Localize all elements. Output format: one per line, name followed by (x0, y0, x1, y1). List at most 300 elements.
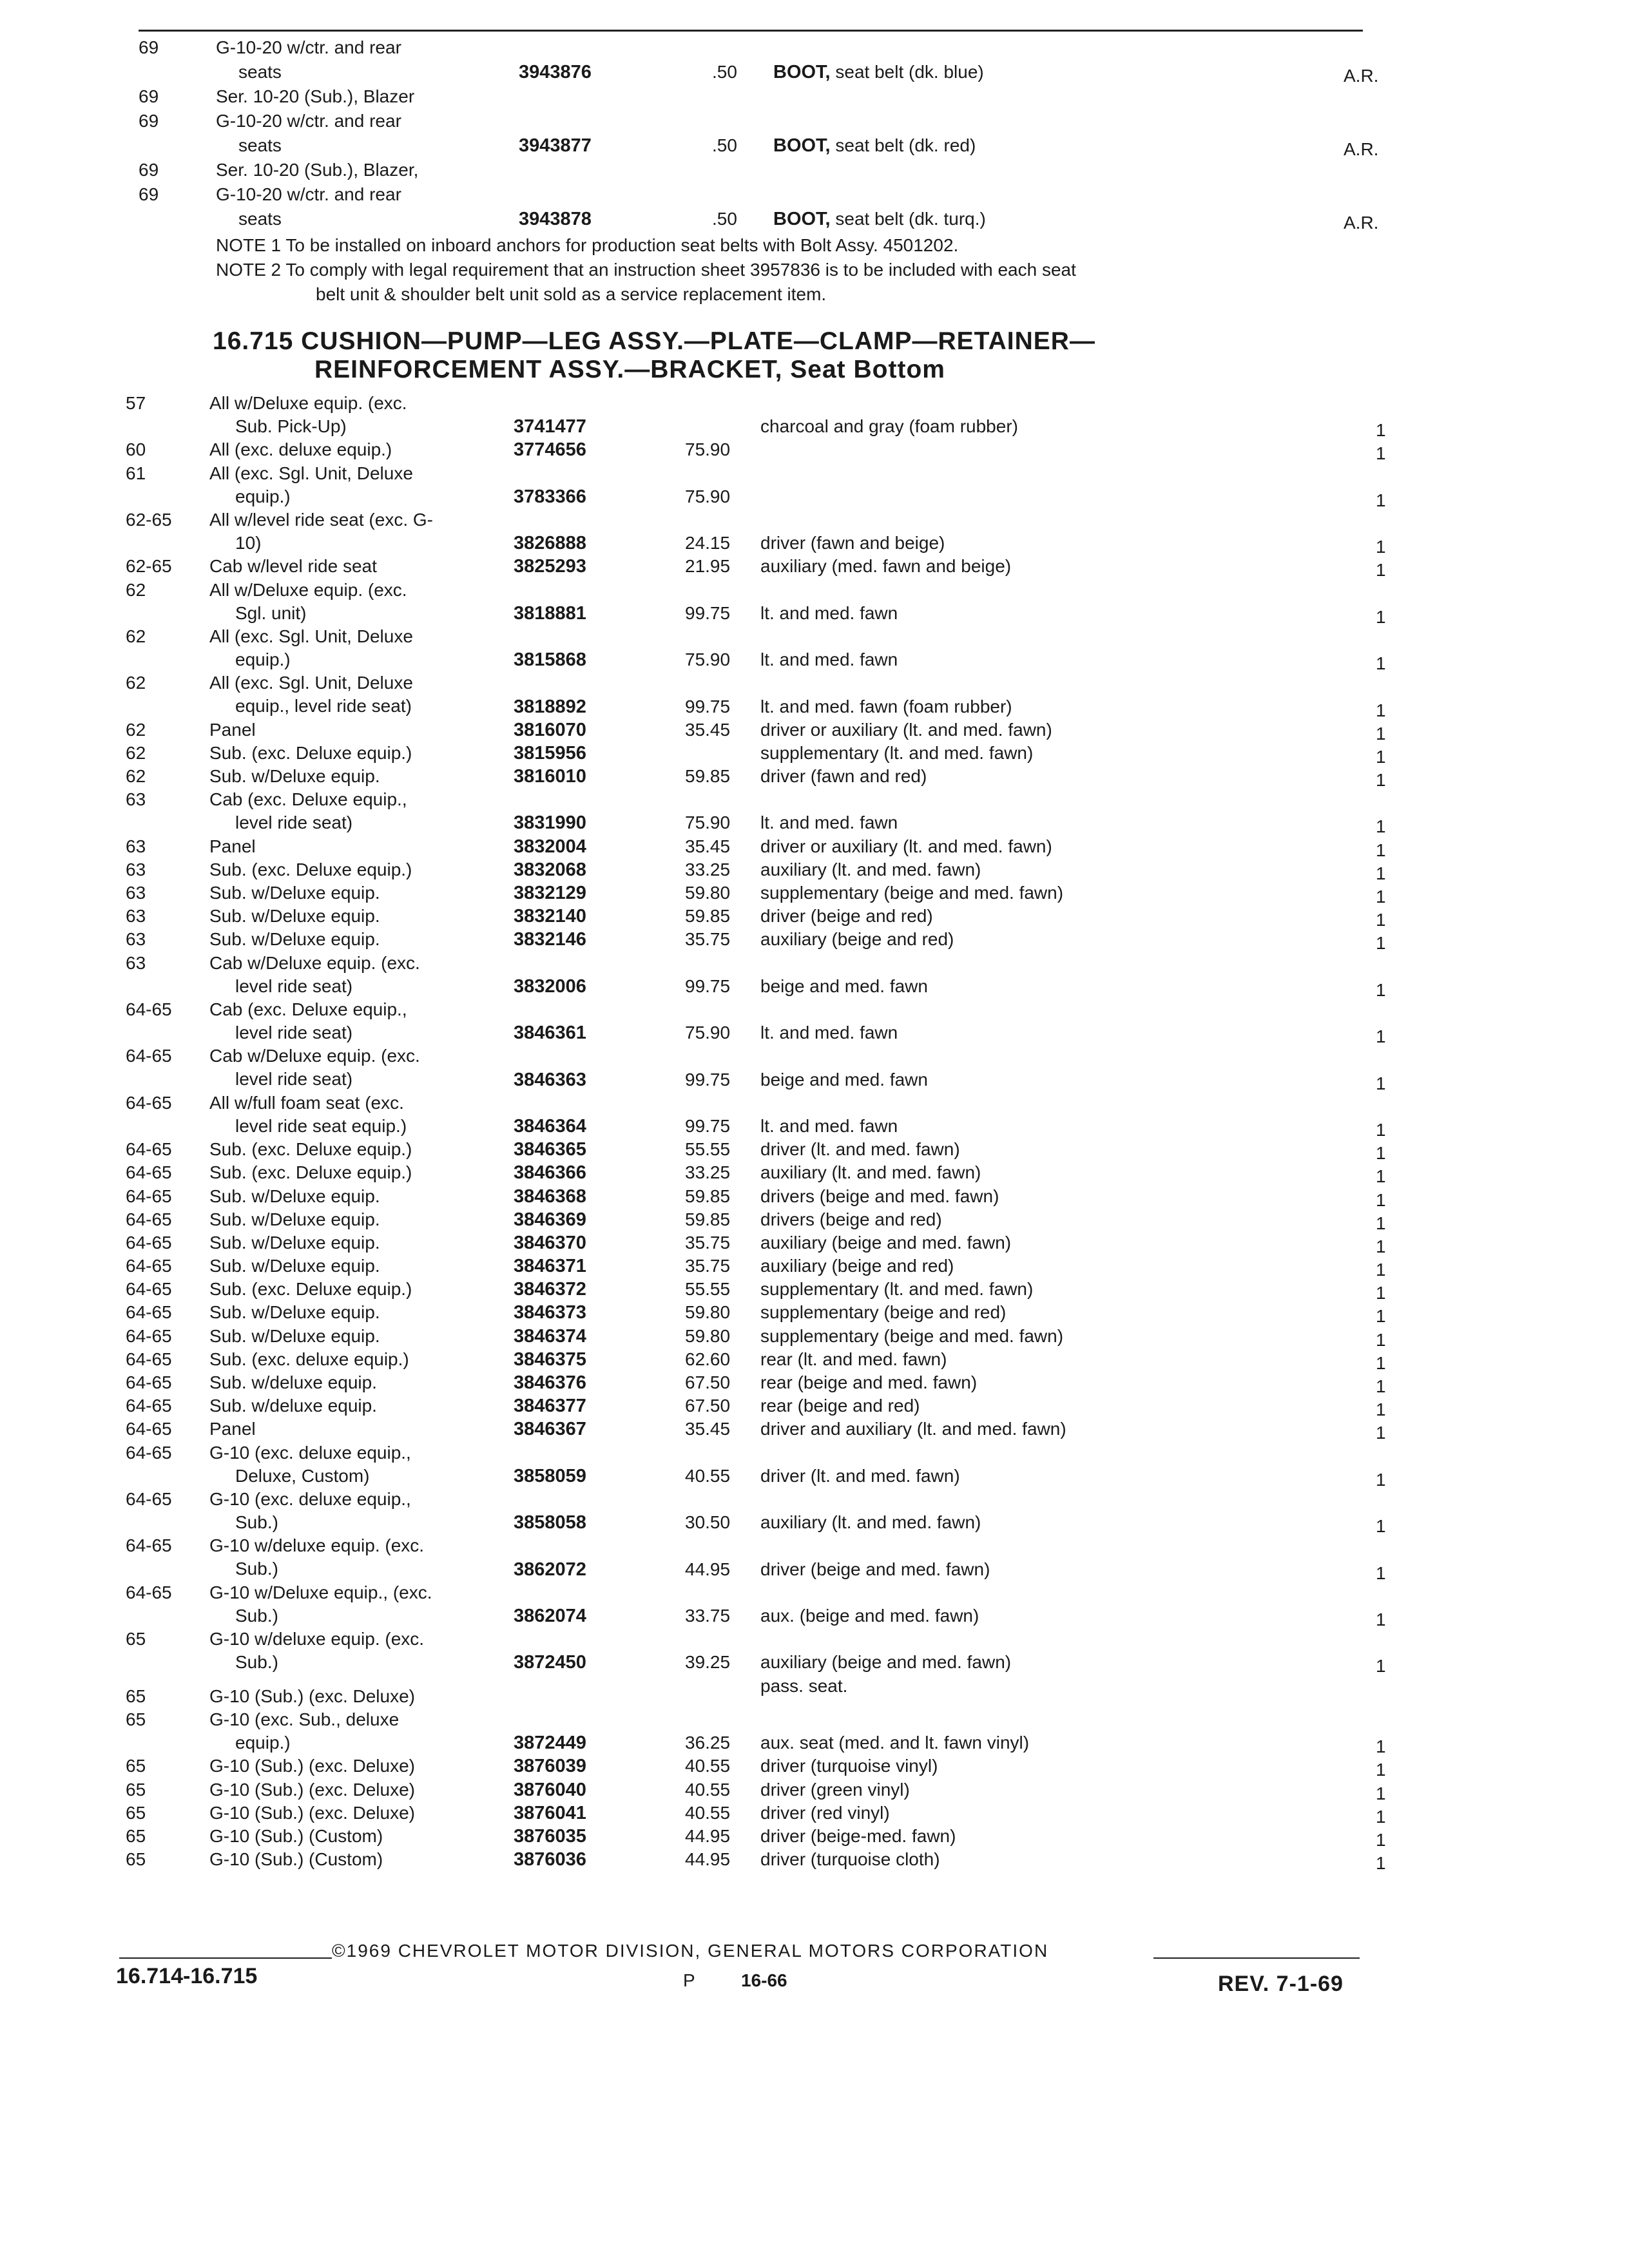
year: 61 (126, 463, 146, 483)
price: 59.85 (685, 766, 731, 787)
table-row (126, 718, 1414, 742)
part-number: 3872450 (514, 1652, 586, 1673)
note (126, 258, 1414, 307)
part-number: 3846370 (514, 1232, 586, 1253)
description: supplementary (lt. and med. fawn) (760, 1279, 1034, 1300)
table-row (126, 1394, 1414, 1418)
application-line-1: Sub. (exc. Deluxe equip.) (209, 742, 412, 763)
footer-revision: REV. 7-1-69 (1218, 1972, 1344, 1996)
description: aux. (beige and med. fawn) (760, 1605, 979, 1626)
quantity: 1 (1376, 1306, 1386, 1327)
application-line-1: All w/full foam seat (exc. (209, 1092, 404, 1113)
price: .50 (712, 209, 737, 229)
table-row (126, 1325, 1414, 1348)
description: driver or auxiliary (lt. and med. fawn) (760, 719, 1052, 740)
application-line-1: G-10 (Sub.) (Custom) (209, 1849, 383, 1870)
price: 24.15 (685, 533, 731, 553)
description: auxiliary (beige and red) (760, 929, 954, 950)
table-row (126, 1488, 1414, 1537)
table-row (126, 742, 1414, 765)
application-line-1: Sub. w/Deluxe equip. (209, 929, 380, 950)
table-row (126, 1685, 1414, 1708)
price: 75.90 (685, 649, 731, 670)
part-number: 3832004 (514, 836, 586, 857)
price: 40.55 (685, 1779, 731, 1800)
year: 69 (139, 160, 159, 180)
part-number: 3832068 (514, 859, 586, 880)
part-number: 3783366 (514, 486, 586, 507)
table-row (126, 998, 1414, 1047)
application: Ser. 10-20 (Sub.), Blazer, (216, 160, 419, 180)
quantity: 1 (1376, 1073, 1386, 1093)
description: driver (fawn and beige) (760, 533, 945, 553)
price: 99.75 (685, 975, 731, 996)
table-row (126, 1848, 1414, 1874)
part-number: 3815956 (514, 742, 586, 764)
application-line-1: G-10 w/deluxe equip. (exc. (209, 1629, 425, 1649)
year: 64-65 (126, 1349, 172, 1369)
application-line-1: G-10 (Sub.) (exc. Deluxe) (209, 1802, 415, 1823)
application-line-2: level ride seat) (235, 1069, 353, 1090)
price: 99.75 (685, 696, 731, 716)
quantity: 1 (1376, 1119, 1386, 1140)
part-number: 3858058 (514, 1512, 586, 1533)
quantity: 1 (1376, 700, 1386, 720)
quantity: 1 (1376, 443, 1386, 464)
quantity: 1 (1376, 1656, 1386, 1677)
table-row (126, 555, 1414, 581)
description-bold: BOOT, (773, 209, 831, 229)
price: 33.25 (685, 1162, 731, 1183)
price: 59.85 (685, 1186, 731, 1206)
part-number: 3846375 (514, 1349, 586, 1370)
application-line-1: Panel (209, 1419, 256, 1439)
price: 35.75 (685, 1232, 731, 1253)
price: 44.95 (685, 1559, 731, 1579)
quantity: 1 (1376, 1260, 1386, 1280)
price: 62.60 (685, 1349, 731, 1369)
part-number: 3862074 (514, 1605, 586, 1626)
price: 55.55 (685, 1279, 731, 1300)
application: Ser. 10-20 (Sub.), Blazer (216, 86, 415, 106)
application: seats (238, 62, 282, 82)
part-number: 3831990 (514, 812, 586, 834)
boot-row (126, 62, 1414, 86)
part-number: 3943878 (519, 209, 592, 229)
year: 62-65 (126, 556, 172, 577)
quantity: 1 (1376, 1236, 1386, 1256)
description: driver (turquoise cloth) (760, 1849, 940, 1870)
application-line-1: Sub. w/Deluxe equip. (209, 1209, 380, 1229)
description: lt. and med. fawn (760, 602, 898, 623)
quantity: 1 (1376, 1829, 1386, 1850)
application-line-2: Sgl. unit) (235, 602, 307, 623)
part-number: 3872449 (514, 1733, 586, 1754)
application-line-1: Sub. (exc. Deluxe equip.) (209, 1279, 412, 1300)
part-number: 3876040 (514, 1779, 586, 1800)
quantity: 1 (1376, 863, 1386, 883)
application-line-2: Sub.) (235, 1652, 278, 1673)
year: 64-65 (126, 1139, 172, 1160)
application-line-1: G-10 (Sub.) (exc. Deluxe) (209, 1756, 415, 1776)
price: 33.75 (685, 1605, 731, 1626)
description-text: seat belt (dk. turq.) (835, 209, 986, 229)
footer-copyright: ©1969 CHEVROLET MOTOR DIVISION, GENERAL MOTORS CORPORATION (332, 1941, 1049, 1961)
note-continuation: belt unit & shoulder belt unit sold as a service replacement item. (316, 284, 827, 304)
quantity: 1 (1376, 816, 1386, 837)
year: 64-65 (126, 1279, 172, 1300)
table-row (126, 1138, 1414, 1164)
quantity: 1 (1376, 1760, 1386, 1780)
application-line-1: All w/level ride seat (exc. G- (209, 509, 433, 530)
description: supplementary (lt. and med. fawn) (760, 742, 1034, 763)
table-row (126, 392, 1414, 441)
price: 75.90 (685, 486, 731, 506)
description: driver (red vinyl) (760, 1802, 890, 1823)
quantity: 1 (1376, 770, 1386, 791)
application-line-1: G-10 w/Deluxe equip., (exc. (209, 1582, 432, 1602)
description: beige and med. fawn (760, 1069, 928, 1090)
description: driver (beige and med. fawn) (760, 1559, 990, 1579)
parts-table (126, 392, 1414, 1874)
application-line-1: Cab w/Deluxe equip. (exc. (209, 952, 420, 973)
quantity: 1 (1376, 606, 1386, 627)
application-line-2: equip.) (235, 649, 291, 669)
application-line-1: Cab w/level ride seat (209, 556, 377, 577)
price: 59.85 (685, 1209, 731, 1229)
table-row (126, 835, 1414, 858)
table-row (126, 1091, 1414, 1138)
quantity: 1 (1376, 1469, 1386, 1490)
table-row (126, 905, 1414, 928)
application-line-1: G-10 (exc. deluxe equip., (209, 1442, 411, 1463)
part-number: 3818892 (514, 696, 586, 717)
heading-line-1: 16.715 CUSHION—PUMP—LEG ASSY.—PLATE—CLAMP—RETAINER— (213, 327, 1095, 355)
description: auxiliary (lt. and med. fawn) (760, 859, 981, 879)
part-number: 3846365 (514, 1139, 586, 1160)
application-line-1: G-10 (Sub.) (exc. Deluxe) (209, 1779, 415, 1800)
year: 64-65 (126, 1162, 172, 1183)
application: seats (238, 209, 282, 229)
application-line-2: level ride seat) (235, 975, 353, 996)
description: supplementary (beige and med. fawn) (760, 1325, 1064, 1346)
quantity: 1 (1376, 1806, 1386, 1827)
quantity: 1 (1376, 490, 1386, 510)
quantity: 1 (1376, 1376, 1386, 1397)
section-heading (213, 327, 1095, 384)
part-number: 3816010 (514, 766, 586, 787)
table-row (126, 438, 1414, 464)
description: driver or auxiliary (lt. and med. fawn) (760, 836, 1052, 856)
price: 55.55 (685, 1139, 731, 1160)
price: 35.45 (685, 1419, 731, 1439)
part-number: 3846369 (514, 1209, 586, 1230)
application-line-1: Sub. w/Deluxe equip. (209, 1325, 380, 1346)
application-line-1: Sub. (exc. Deluxe equip.) (209, 1162, 412, 1183)
price: 35.75 (685, 929, 731, 950)
table-row (126, 765, 1414, 791)
year: 57 (126, 393, 146, 413)
description: auxiliary (lt. and med. fawn) (760, 1512, 981, 1533)
quantity: 1 (1376, 537, 1386, 557)
price: 59.80 (685, 1325, 731, 1346)
table-row (126, 579, 1414, 625)
year: 64-65 (126, 1256, 172, 1276)
description: supplementary (beige and red) (760, 1302, 1007, 1323)
application-line-1: G-10 (exc. deluxe equip., (209, 1489, 411, 1509)
boot-row (126, 209, 1414, 233)
price: 35.45 (685, 836, 731, 856)
quantity: 1 (1376, 1516, 1386, 1537)
quantity: 1 (1376, 1352, 1386, 1373)
application-line-1: G-10 w/deluxe equip. (exc. (209, 1535, 425, 1556)
price: 21.95 (685, 556, 731, 577)
note-text: NOTE 1 To be installed on inboard anchors for production seat belts with Bolt Assy. 4501202. (216, 235, 959, 255)
boot-row (126, 160, 1414, 184)
description: lt. and med. fawn (foam rubber) (760, 696, 1012, 716)
quantity: 1 (1376, 887, 1386, 907)
description: drivers (beige and med. fawn) (760, 1186, 999, 1206)
year: 65 (126, 1802, 146, 1823)
description-bold: BOOT, (773, 135, 831, 156)
quantity: A.R. (1344, 213, 1379, 233)
description: auxiliary (beige and med. fawn) (760, 1232, 1012, 1253)
application-line-2: Sub. Pick-Up) (235, 416, 347, 436)
year: 62 (126, 719, 146, 740)
application-line-1: Sub. w/deluxe equip. (209, 1396, 377, 1416)
price: 44.95 (685, 1825, 731, 1846)
table-row (126, 1441, 1414, 1488)
price: 39.25 (685, 1652, 731, 1673)
part-number: 3846368 (514, 1186, 586, 1207)
part-number: 3818881 (514, 602, 586, 624)
price: 44.95 (685, 1849, 731, 1870)
table-row (126, 625, 1414, 674)
description: auxiliary (beige and med. fawn) (760, 1652, 1012, 1673)
year: 63 (126, 836, 146, 856)
application-line-1: G-10 (Sub.) (Custom) (209, 1825, 383, 1846)
description: driver (beige-med. fawn) (760, 1825, 956, 1846)
application-line-1: All (exc. Sgl. Unit, Deluxe (209, 626, 413, 646)
boot-row (126, 86, 1414, 111)
application-line-1: All w/Deluxe equip. (exc. (209, 579, 407, 600)
part-number: 3832140 (514, 906, 586, 927)
table-row (126, 1754, 1414, 1778)
table-row (126, 1708, 1414, 1757)
quantity: 1 (1376, 1329, 1386, 1350)
table-row (126, 1802, 1414, 1825)
year: 64-65 (126, 999, 172, 1019)
year: 65 (126, 1709, 146, 1729)
price: 33.25 (685, 859, 731, 879)
table-row (126, 671, 1414, 718)
part-number: 3846372 (514, 1279, 586, 1300)
year: 62-65 (126, 509, 172, 530)
description: drivers (beige and red) (760, 1209, 942, 1229)
table-row (126, 788, 1414, 837)
year: 62 (126, 742, 146, 763)
part-number: 3862072 (514, 1559, 586, 1580)
part-number: 3846374 (514, 1325, 586, 1347)
part-number: 3858059 (514, 1465, 586, 1486)
boot-row (126, 37, 1414, 62)
year: 64-65 (126, 1372, 172, 1393)
description: driver (lt. and med. fawn) (760, 1465, 960, 1486)
application-line-1: All w/Deluxe equip. (exc. (209, 393, 407, 413)
table-row (126, 1231, 1414, 1254)
year: 69 (139, 86, 159, 106)
price: 40.55 (685, 1756, 731, 1776)
quantity: 1 (1376, 1166, 1386, 1187)
application-line-1: Cab w/Deluxe equip. (exc. (209, 1046, 420, 1066)
application-line-1: Sub. (exc. Deluxe equip.) (209, 1139, 412, 1160)
year: 62 (126, 766, 146, 787)
table-row (126, 1208, 1414, 1231)
application-line-1: Sub. w/Deluxe equip. (209, 1186, 380, 1206)
year: 65 (126, 1686, 146, 1706)
table-row (126, 928, 1414, 954)
part-number: 3832146 (514, 929, 586, 950)
footer-section-range: 16.714-16.715 (116, 1964, 258, 1988)
year: 64-65 (126, 1396, 172, 1416)
application: G-10-20 w/ctr. and rear (216, 184, 401, 204)
table-row (126, 1371, 1414, 1397)
year: 69 (139, 37, 159, 57)
application: seats (238, 135, 282, 155)
application-line-1: Sub. w/Deluxe equip. (209, 906, 380, 927)
top-rule (139, 30, 1363, 32)
price: 99.75 (685, 602, 731, 623)
application-line-2: 10) (235, 532, 262, 553)
application-line-1: Sub. (exc. Deluxe equip.) (209, 859, 412, 879)
price: 35.75 (685, 1256, 731, 1276)
part-number: 3741477 (514, 416, 586, 437)
year: 64-65 (126, 1209, 172, 1229)
application-line-1: Sub. w/Deluxe equip. (209, 883, 380, 903)
quantity: 1 (1376, 1026, 1386, 1047)
quantity: 1 (1376, 1736, 1386, 1757)
part-number: 3774656 (514, 439, 586, 461)
quantity: 1 (1376, 1189, 1386, 1210)
year: 65 (126, 1756, 146, 1776)
price: 40.55 (685, 1465, 731, 1486)
price: 30.50 (685, 1512, 731, 1533)
application: G-10-20 w/ctr. and rear (216, 37, 401, 57)
price: 35.45 (685, 719, 731, 740)
application-line-2: equip.) (235, 1732, 291, 1753)
quantity: 1 (1376, 840, 1386, 860)
year: 64-65 (126, 1535, 172, 1556)
price: 59.80 (685, 883, 731, 903)
year: 64-65 (126, 1442, 172, 1463)
table-row (126, 1418, 1414, 1441)
description: rear (beige and med. fawn) (760, 1372, 978, 1393)
quantity: 1 (1376, 1213, 1386, 1233)
price: 75.90 (685, 439, 731, 460)
quantity: 1 (1376, 910, 1386, 930)
note-text: NOTE 2 To comply with legal requirement that an instruction sheet 3957836 is to be included with each seat (216, 260, 1076, 280)
table-row (126, 1161, 1414, 1187)
price: 75.90 (685, 1023, 731, 1043)
part-number: 3876035 (514, 1825, 586, 1847)
application-line-1: Sub. w/deluxe equip. (209, 1372, 377, 1393)
description: lt. and med. fawn (760, 812, 898, 833)
application-line-1: Sub. w/Deluxe equip. (209, 1256, 380, 1276)
price: 59.85 (685, 906, 731, 927)
description (773, 62, 984, 83)
quantity: 1 (1376, 933, 1386, 954)
table-row (126, 1278, 1414, 1301)
quantity: A.R. (1344, 66, 1379, 86)
year: 63 (126, 952, 146, 973)
year: 69 (139, 184, 159, 204)
description-text: seat belt (dk. red) (835, 135, 976, 155)
application-line-2: Deluxe, Custom) (235, 1465, 370, 1486)
year: 62 (126, 673, 146, 693)
description: driver (lt. and med. fawn) (760, 1139, 960, 1160)
table-row (126, 1254, 1414, 1278)
price: 75.90 (685, 812, 731, 833)
application-line-1: Panel (209, 836, 256, 856)
description-text: seat belt (dk. blue) (835, 62, 984, 82)
application-line-1: Sub. w/Deluxe equip. (209, 1302, 380, 1323)
description (773, 209, 986, 230)
year: 64-65 (126, 1232, 172, 1253)
price: 40.55 (685, 1802, 731, 1823)
quantity: 1 (1376, 1283, 1386, 1303)
quantity: 1 (1376, 1562, 1386, 1583)
price: 59.80 (685, 1302, 731, 1323)
table-row (126, 1348, 1414, 1371)
table-row (126, 1301, 1414, 1327)
price: 36.25 (685, 1733, 731, 1753)
application-line-2: Sub.) (235, 1605, 278, 1626)
year: 63 (126, 883, 146, 903)
description: charcoal and gray (foam rubber) (760, 416, 1018, 437)
year: 60 (126, 439, 146, 460)
footer-page-number: 16-66 (741, 1970, 787, 1990)
notes (126, 233, 1414, 307)
part-number: 3943876 (519, 62, 592, 82)
quantity: A.R. (1344, 139, 1379, 159)
price: 67.50 (685, 1396, 731, 1416)
description: aux. seat (med. and lt. fawn vinyl) (760, 1733, 1030, 1753)
description: auxiliary (med. fawn and beige) (760, 556, 1012, 577)
part-number: 3846373 (514, 1302, 586, 1323)
description: driver (beige and red) (760, 906, 933, 927)
description-line-2: pass. seat. (760, 1675, 848, 1696)
footer-p-marker: P (683, 1970, 695, 1990)
year: 63 (126, 929, 146, 950)
year: 65 (126, 1629, 146, 1649)
application-line-1: G-10 (exc. Sub., deluxe (209, 1709, 400, 1729)
year: 64-65 (126, 1582, 172, 1602)
part-number: 3832129 (514, 883, 586, 904)
part-number: 3846364 (514, 1115, 586, 1137)
application-line-1: All (exc. Sgl. Unit, Deluxe (209, 463, 413, 483)
application-line-1: All (exc. Sgl. Unit, Deluxe (209, 673, 413, 693)
year: 64-65 (126, 1419, 172, 1439)
table-row (126, 858, 1414, 881)
application-line-1: Panel (209, 719, 256, 740)
table-row (126, 462, 1414, 508)
quantity: 1 (1376, 746, 1386, 767)
year: 65 (126, 1779, 146, 1800)
description: lt. and med. fawn (760, 1115, 898, 1136)
boot-row (126, 135, 1414, 160)
quantity: 1 (1376, 420, 1386, 441)
part-number: 3826888 (514, 533, 586, 554)
